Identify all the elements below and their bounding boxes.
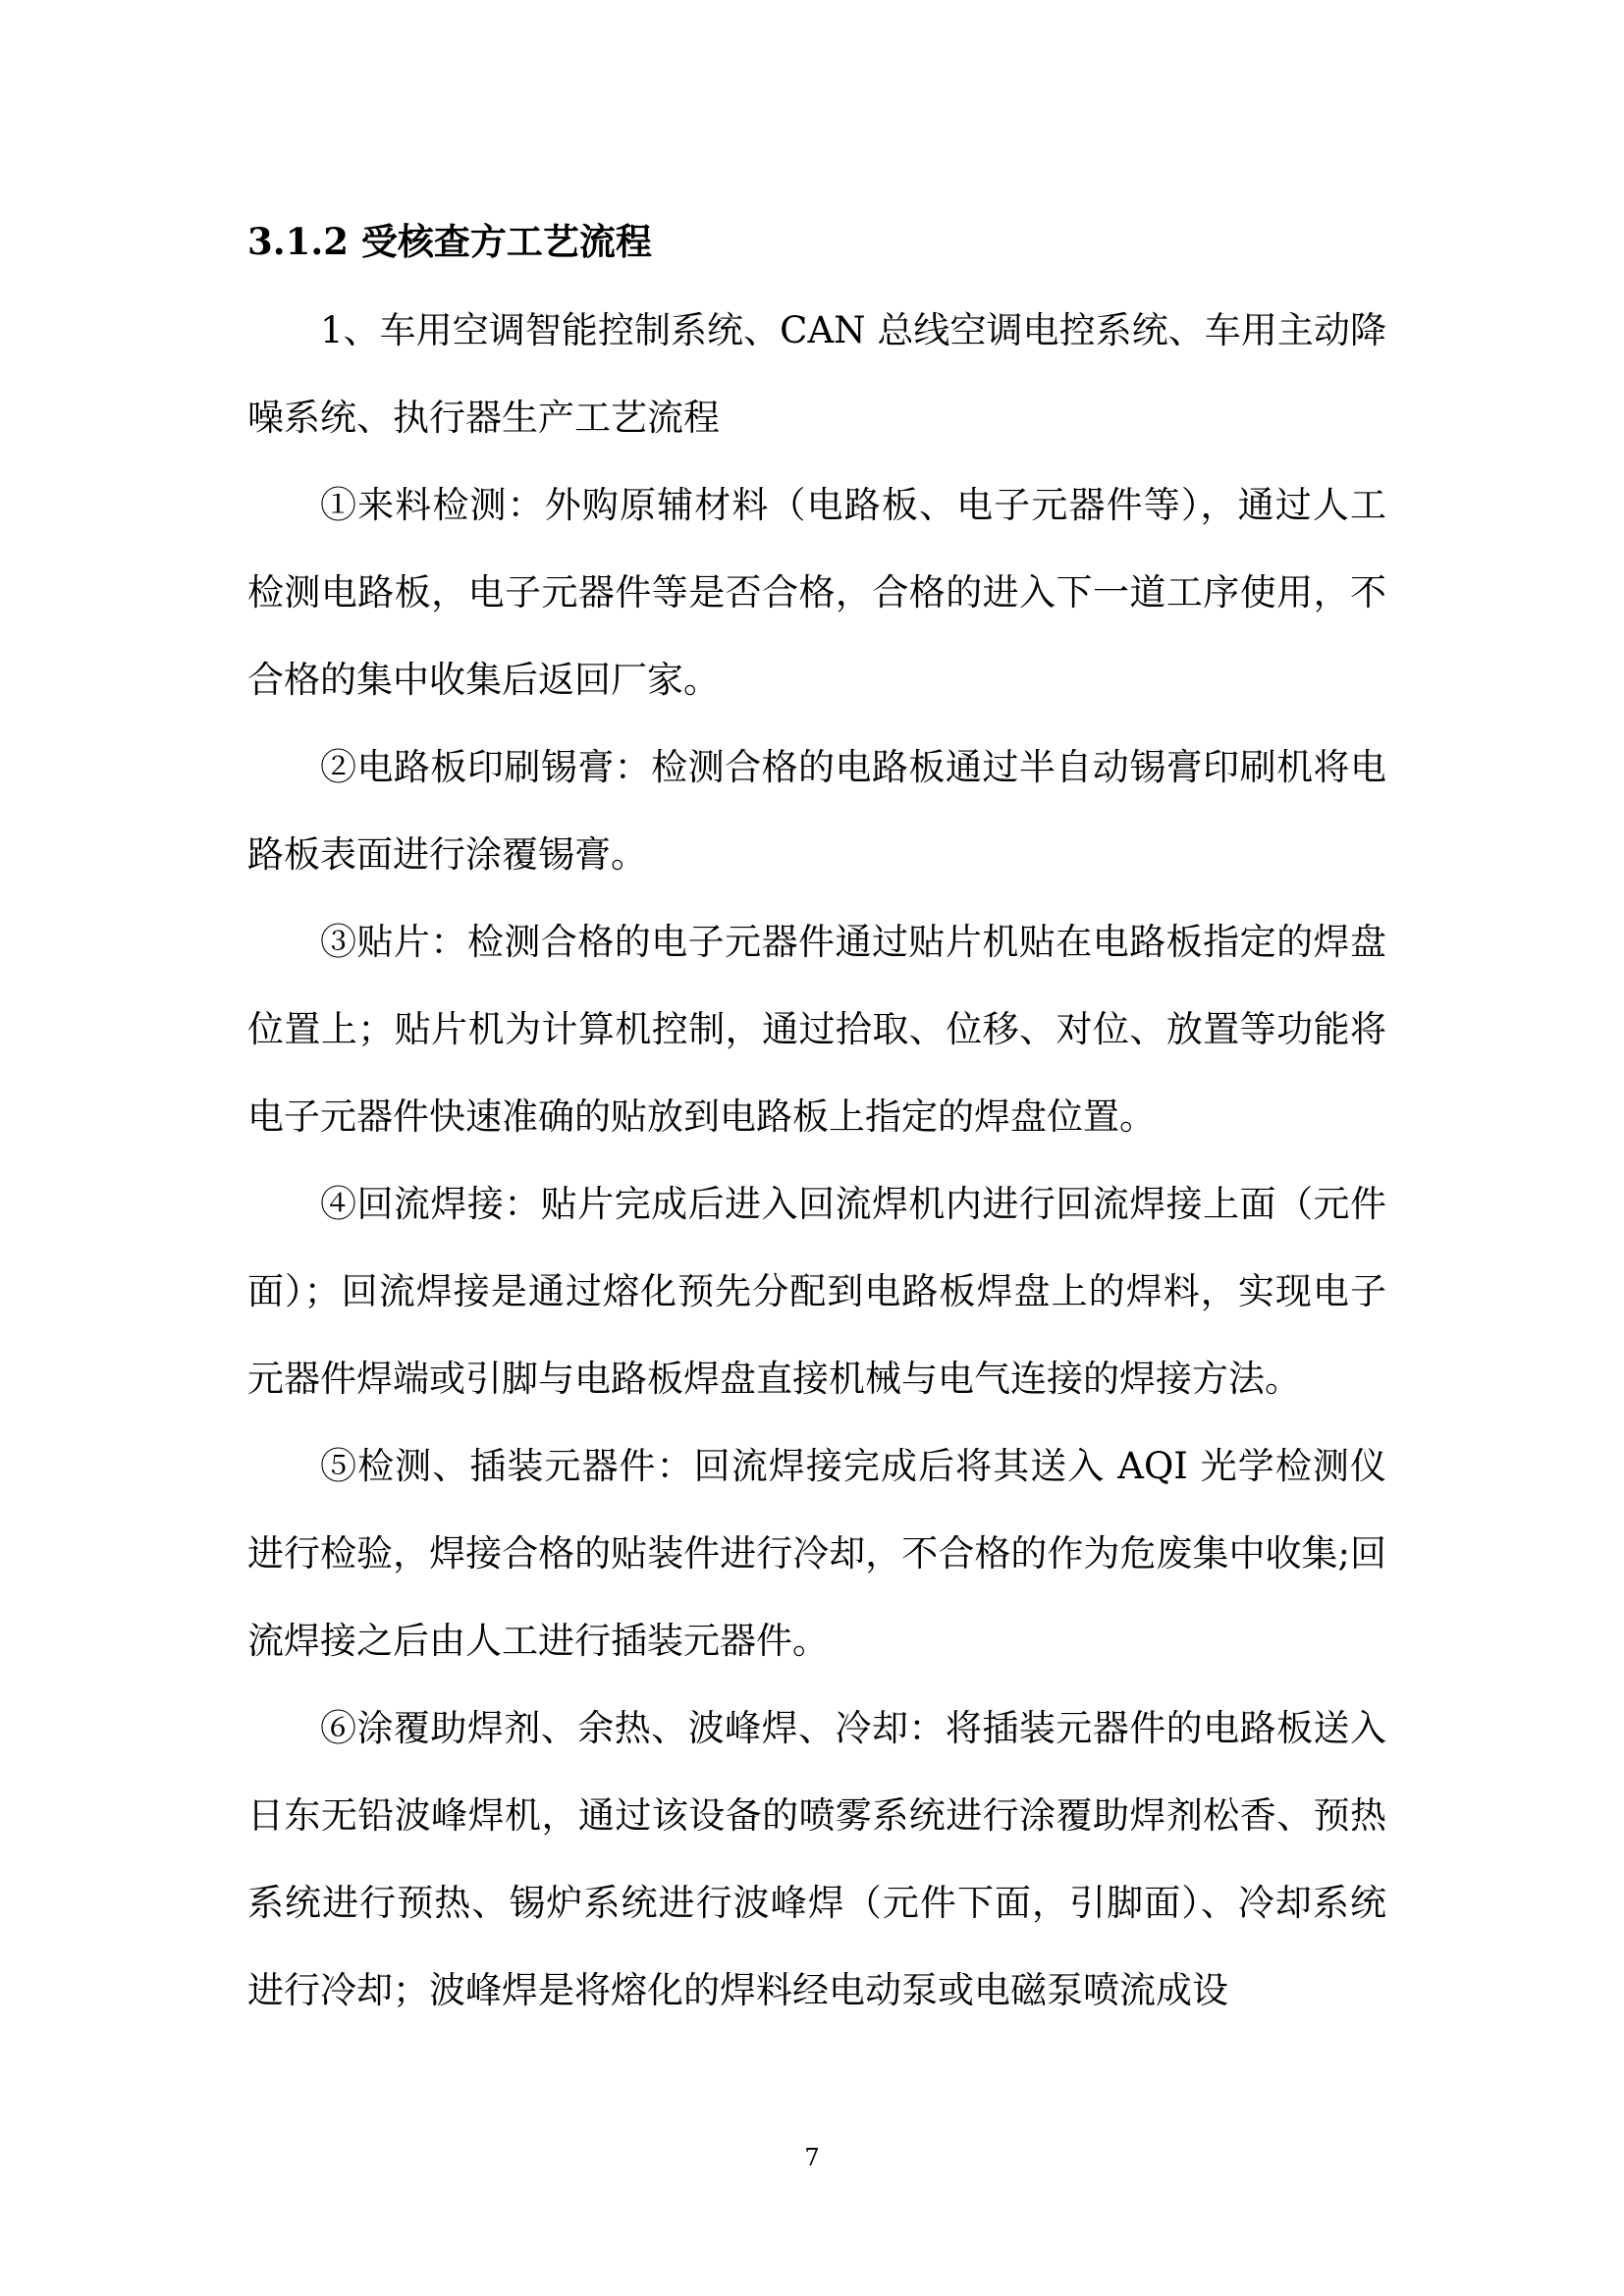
paragraph-reflow-soldering: ④回流焊接：贴片完成后进入回流焊机内进行回流焊接上面（元件面）；回流焊接是通过熔化预先分配到电路板焊盘上的焊料，实现电子元器件焊端或引脚与电路板焊盘直接机械与电气连接的焊接方法。 [247,1183,1386,1400]
page-number: 7 [804,2144,820,2171]
section-heading: 3.1.2 受核查方工艺流程 [247,220,652,263]
paragraph-solder-paste-printing: ②电路板印刷锡膏：检测合格的电路板通过半自动锡膏印刷机将电路板表面进行涂覆锡膏。 [247,746,1386,876]
paragraph-wave-soldering: ⑥涂覆助焊剂、余热、波峰焊、冷却：将插装元器件的电路板送入日东无铅波峰焊机，通过该设备的喷雾系统进行涂覆助焊剂松香、预热系统进行预热、锡炉系统进行波峰焊（元件下面，引脚面）、冷却系统进行冷却；波峰焊是将熔化的焊料经电动泵或电磁泵喷流成设 [247,1707,1386,2011]
paragraph-incoming-inspection: ①来料检测：外购原辅材料（电路板、电子元器件等），通过人工检测电路板，电子元器件等是否合格，合格的进入下一道工序使用，不合格的集中收集后返回厂家。 [247,484,1386,701]
paragraph-inspection-insertion: ⑤检测、插装元器件：回流焊接完成后将其送入 AQI 光学检测仪进行检验，焊接合格的贴装件进行冷却，不合格的作为危废集中收集;回流焊接之后由人工进行插装元器件。 [247,1445,1386,1662]
document-body [247,287,1386,2034]
paragraph-process-title: 1、车用空调智能控制系统、CAN 总线空调电控系统、车用主动降噪系统、执行器生产工艺流程 [247,309,1386,439]
paragraph-smt-placement: ③贴片：检测合格的电子元器件通过贴片机贴在电路板指定的焊盘位置上；贴片机为计算机控制，通过拾取、位移、对位、放置等功能将电子元器件快速准确的贴放到电路板上指定的焊盘位置。 [247,921,1386,1138]
